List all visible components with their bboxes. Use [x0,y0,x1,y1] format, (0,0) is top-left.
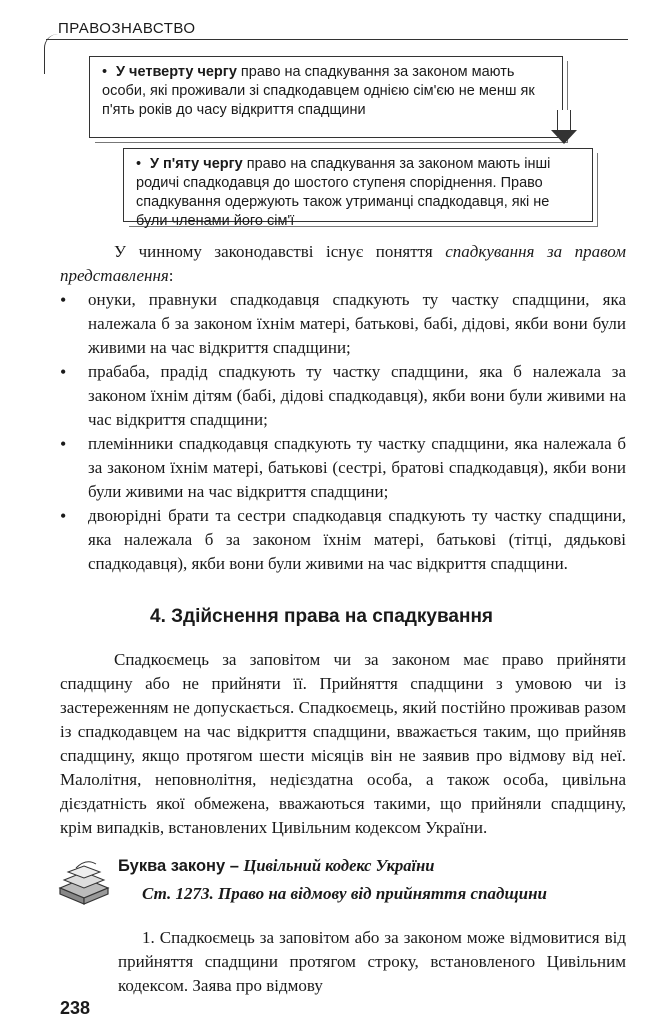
law-article: Ст. 1273. Право на відмову від прийняття спадщини [142,884,547,903]
section-title: 4. Здійснення права на спадкування [150,606,494,627]
law-heading: Буква закону – Цивільний кодекс України [118,856,435,875]
section-paragraph: Спадкоємець за заповітом чи за законом має право прийняти спадщину або не прийняти її. Прийняття спадщини з умовою чи із застереженням не допускається. Спадкоємець, який постійно проживав разом із спадкодавцем на час відкриття спадщини, вважається таким, що прийняв спадщину, якщо протягом шести місяців він не заявив про відмову від неї. Малолітня, неповнолітня, недієздатна особа, а також особа, цивільна дієздатність якої обмежена, вважаються такими, що прийняли спадщину, крім випадків, встановлених Цивільним кодексом України. [60,650,626,837]
page-number: 238 [60,998,91,1018]
corner-decoration [44,34,59,74]
inheritance-box-fifth [123,148,593,229]
list-item: • прабаба, прадід спадкують ту частку спадщини, яка б належала за законом їхнім дітям (бабі, дідові спадкодавця), якби вони були живими на час відкриття спадщини; [60,360,626,432]
box-text: право на спадкування за законом мають інші родичі спадкодавця до шостого ступеня споріднення. Право спадкування одержують також утриманці спадкодавця, які не були членами його сім'ї [136,156,551,229]
page-header: ПРАВОЗНАВСТВО [46,20,628,40]
list-item: • племінники спадкодавця спадкують ту частку спадщини, яка належала б за законом їхнім матері, батькові (сестрі, братові спадкодавця), якби вони були живими на час відкриття спадщини; [60,432,626,504]
bullet-icon: • [136,156,142,172]
box-text: право на спадкування за законом мають особи, які проживали зі спадкодавцем однією сім'єю не менш як п'ять років до часу відкриття спадщини [102,64,535,118]
arrow-down-icon [551,130,577,144]
inheritance-box-fourth [89,56,563,138]
intro-paragraph: У чинному законодавстві існує поняття спадкування за правом представлення: [60,242,626,285]
intro-term: спадкування за правом представлення [60,242,626,285]
law-source: Цивільний кодекс України [243,856,435,875]
box-term: У четверту чергу [116,64,237,80]
box-term: У п'яту чергу [150,156,243,172]
bullet-icon: • [102,64,108,80]
law-text: 1. Спадкоємець за заповітом або за законом може відмовитися від прийняття спадщини протягом строку, встановленого Цивільним кодексом. Заява про відмову [118,928,626,995]
representation-list [60,288,626,576]
book-icon [56,858,112,908]
list-item: • онуки, правнуки спадкодавця спадкують ту частку спадщини, яка належала б за законом їхнім матері, батькові, бабі, дідові, якби вони були живими на час відкриття спадщини; [60,288,626,360]
list-item: • двоюрідні брати та сестри спадкодавця спадкують ту частку спадщини, яка належала б за законом їхнім матері, батькові (тітці, дядькові спадкодавця), якби вони були живими на час відкриття спадщини. [60,504,626,576]
